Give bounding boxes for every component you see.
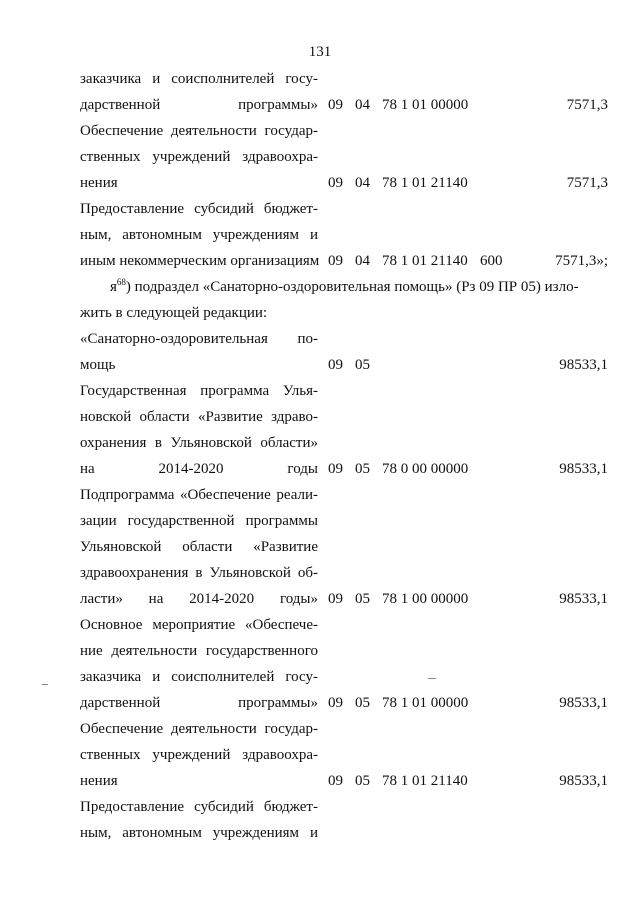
row-name-line: Обеспечение деятельности государ- bbox=[80, 123, 318, 139]
amount: 98533,1 bbox=[559, 357, 608, 373]
target-article-code: 78 1 01 00000 bbox=[382, 695, 469, 711]
section-code: 09 bbox=[328, 357, 343, 373]
row-name-line: ным, автономным учреждениям и bbox=[80, 825, 318, 841]
row-name-line: дарственной программы» bbox=[80, 695, 318, 711]
row-name-line: Предоставление субсидий бюджет- bbox=[80, 201, 318, 217]
target-article-code: 78 1 00 00000 bbox=[382, 591, 469, 607]
row-name-line: нения bbox=[80, 773, 118, 789]
row-name-line: ственных учреждений здравоохра- bbox=[80, 747, 318, 763]
row-name-line: нения bbox=[80, 175, 118, 191]
row-name-line: охранения в Ульяновской области» bbox=[80, 435, 318, 451]
footnote-number: 68 bbox=[116, 277, 126, 287]
row-name-line: здравоохранения в Ульяновской об- bbox=[80, 565, 318, 581]
amount: 7571,3»; bbox=[555, 253, 608, 269]
row-name-line: ным, автономным учреждениям и bbox=[80, 227, 318, 243]
amount: 98533,1 bbox=[559, 461, 608, 477]
section-code: 09 bbox=[328, 175, 343, 191]
row-name-line: Обеспечение деятельности государ- bbox=[80, 721, 318, 737]
section-code: 09 bbox=[328, 591, 343, 607]
amount: 98533,1 bbox=[559, 695, 608, 711]
subsection-code: 05 bbox=[355, 461, 370, 477]
amount: 98533,1 bbox=[559, 591, 608, 607]
amount: 98533,1 bbox=[559, 773, 608, 789]
section-code: 09 bbox=[328, 773, 343, 789]
subsection-code: 05 bbox=[355, 695, 370, 711]
paragraph-line-2: жить в следующей редакции: bbox=[80, 305, 268, 321]
paragraph-line-1 bbox=[110, 278, 579, 296]
amount: 7571,3 bbox=[566, 175, 608, 191]
page-number: 131 bbox=[308, 44, 332, 60]
scan-mark bbox=[428, 678, 436, 679]
expense-type-code: 600 bbox=[480, 253, 503, 269]
subsection-code: 04 bbox=[355, 97, 370, 113]
row-name-line: ственных учреждений здравоохра- bbox=[80, 149, 318, 165]
row-name-line: «Санаторно-оздоровительная по- bbox=[80, 331, 318, 347]
row-name-line: на 2014-2020 годы bbox=[80, 461, 318, 477]
target-article-code: 78 0 00 00000 bbox=[382, 461, 469, 477]
paragraph-text: ) подраздел «Санаторно-оздоровительная помощь» (Рз 09 ПР 05) изло- bbox=[125, 279, 579, 295]
target-article-code: 78 1 01 21140 bbox=[382, 773, 468, 789]
section-code: 09 bbox=[328, 97, 343, 113]
target-article-code: 78 1 01 00000 bbox=[382, 97, 469, 113]
row-name-line: Государственная программа Улья- bbox=[80, 383, 318, 399]
target-article-code: 78 1 01 21140 bbox=[382, 253, 468, 269]
subsection-code: 05 bbox=[355, 357, 370, 373]
row-name-line: Ульяновской области «Развитие bbox=[80, 539, 318, 555]
row-name-line: новской области «Развитие здраво- bbox=[80, 409, 318, 425]
row-name-line: дарственной программы» bbox=[80, 97, 318, 113]
row-name-line: Предоставление субсидий бюджет- bbox=[80, 799, 318, 815]
row-name-line: Подпрограмма «Обеспечение реали- bbox=[80, 487, 318, 503]
paragraph-prefix: я bbox=[110, 279, 117, 295]
amount: 7571,3 bbox=[566, 97, 608, 113]
row-name-line: зации государственной программы bbox=[80, 513, 318, 529]
section-code: 09 bbox=[328, 253, 343, 269]
subsection-code: 04 bbox=[355, 253, 370, 269]
subsection-code: 05 bbox=[355, 773, 370, 789]
target-article-code: 78 1 01 21140 bbox=[382, 175, 468, 191]
section-code: 09 bbox=[328, 461, 343, 477]
row-name-line: мощь bbox=[80, 357, 116, 373]
row-name-line: заказчика и соисполнителей госу- bbox=[80, 669, 318, 685]
row-name-line: Основное мероприятие «Обеспече- bbox=[80, 617, 318, 633]
section-code: 09 bbox=[328, 695, 343, 711]
subsection-code: 04 bbox=[355, 175, 370, 191]
subsection-code: 05 bbox=[355, 591, 370, 607]
row-name-line: иным некоммерческим организациям bbox=[80, 253, 320, 269]
scan-mark bbox=[42, 684, 48, 685]
row-name-line: ласти» на 2014-2020 годы» bbox=[80, 591, 318, 607]
row-name-line: ние деятельности государственного bbox=[80, 643, 318, 659]
row-name-line: заказчика и соисполнителей госу- bbox=[80, 71, 318, 87]
